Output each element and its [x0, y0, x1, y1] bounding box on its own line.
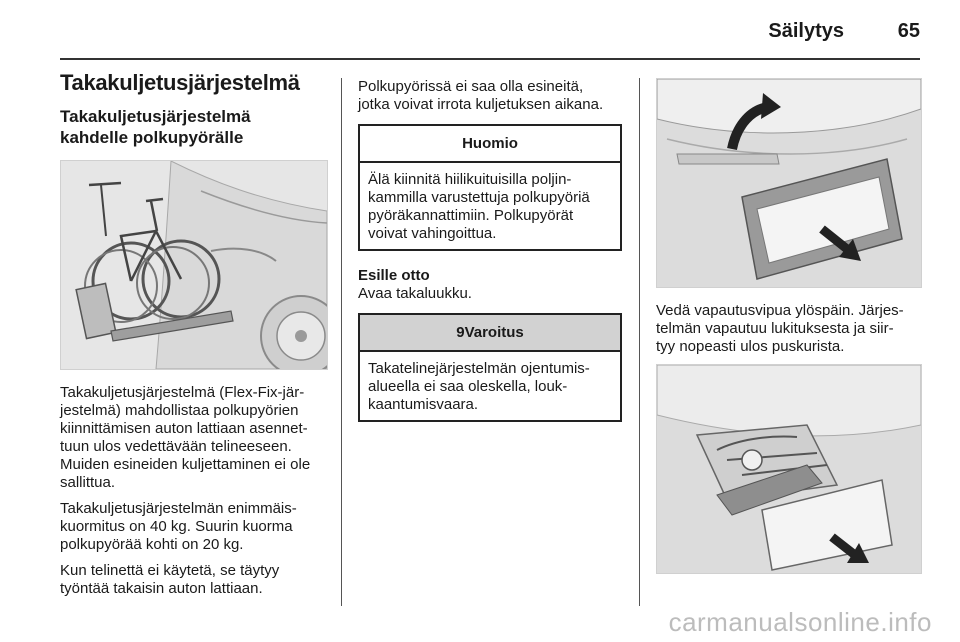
column-divider [639, 78, 640, 606]
instruction-paragraph [656, 302, 922, 356]
text-line: telmän vapautuu lukituksesta ja siir- [656, 320, 894, 337]
text-line: työntää takaisin auton lattiaan. [60, 580, 263, 597]
text-line: Älä kiinnitä hiilikuituisilla poljin- [368, 171, 572, 188]
release-lever-illustration [656, 78, 922, 288]
text-line: sallittua. [60, 474, 116, 491]
main-heading: Takakuljetusjärjestelmä [60, 70, 300, 95]
page-number: 65 [897, 20, 920, 42]
text-line: tuun ulos vedettävään telineeseen. [60, 438, 292, 455]
text-line: Takakuljetusjärjestelmä (Flex-Fix-jär- [60, 384, 305, 401]
section-heading: Esille otto [358, 267, 430, 284]
text-line: kuormitus on 40 kg. Suurin kuorma [60, 518, 293, 535]
notice-body [360, 163, 620, 249]
notice-box [358, 124, 622, 251]
notice-title: Huomio [360, 126, 620, 163]
text-line: kaantumisvaara. [368, 396, 479, 413]
column-3 [656, 78, 922, 574]
paragraph [60, 562, 328, 598]
warning-title-bar [360, 315, 620, 352]
header-rule [60, 58, 920, 60]
watermark: carmanualsonline.info [668, 607, 932, 637]
column-2 [358, 78, 622, 422]
warning-icon: 9 [456, 324, 465, 341]
intro-paragraph [358, 78, 622, 114]
text-line: Vedä vapautusvipua ylöspäin. Järjes- [656, 302, 904, 319]
warning-body [360, 352, 620, 420]
subheading-line: kahdelle polkupyörälle [60, 128, 244, 147]
section-title: Säilytys [768, 20, 844, 42]
text-line: kammilla varustettuja polkupyöriä [368, 189, 590, 206]
column-divider [341, 78, 342, 606]
text-line: Takakuljetusjärjestelmän enimmäis- [60, 500, 297, 517]
warning-box [358, 313, 622, 422]
text-line: pyöräkannattimiin. Polkupyörät [368, 207, 574, 224]
page-header [60, 10, 920, 54]
pullout-carrier-illustration [656, 364, 922, 574]
subheading [60, 106, 328, 148]
text-line: Muiden esineiden kuljettaminen ei ole [60, 456, 311, 473]
text-line: Polkupyörissä ei saa olla esineitä, [358, 78, 584, 95]
paragraph [60, 500, 328, 554]
text-line: polkupyörää kohti on 20 kg. [60, 536, 244, 553]
text-line: Takatelinejärjestelmän ojentumis- [368, 360, 590, 377]
text-line: jotka voivat irrota kuljetuksen aikana. [358, 96, 604, 113]
section-text: Avaa takaluukku. [358, 285, 472, 302]
column-1 [60, 70, 328, 606]
subheading-line: Takakuljetusjärjestelmä [60, 107, 251, 126]
text-line: alueella ei saa oleskella, louk- [368, 378, 568, 395]
text-line: voivat vahingoittua. [368, 225, 497, 242]
bike-carrier-drawing [61, 161, 327, 369]
paragraph [60, 384, 328, 492]
pullout-carrier-drawing [657, 365, 921, 573]
bike-carrier-illustration [60, 160, 328, 370]
text-line: kiinnittämisen auton lattiaan asennet- [60, 420, 308, 437]
text-line: tyy nopeasti ulos puskurista. [656, 338, 845, 355]
text-line: jestelmä) mahdollistaa polkupyörien [60, 402, 299, 419]
text-line: Kun telinettä ei käytetä, se täytyy [60, 562, 280, 579]
warning-title: Varoitus [464, 324, 524, 341]
release-lever-drawing [657, 79, 921, 287]
